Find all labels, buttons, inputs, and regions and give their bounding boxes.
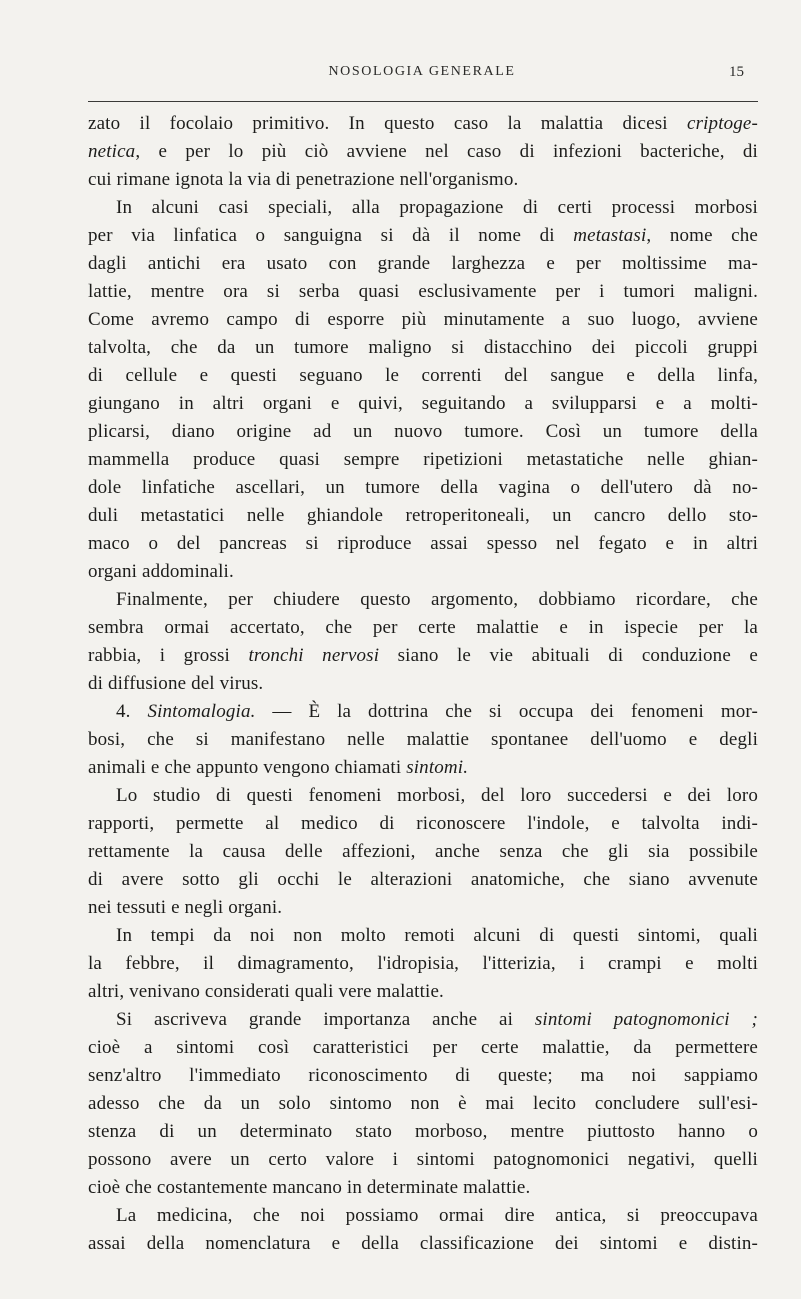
text-run: rettamente la causa delle affezioni, anche senza che gli sia possibile	[88, 841, 758, 862]
body-text	[88, 110, 758, 1258]
text-run: bosi, che si manifestano nelle malattie spontanee dell'uomo e degli	[88, 729, 758, 750]
text-run: possono avere un certo valore i sintomi patognomonici negativi, quelli	[88, 1149, 758, 1170]
text-run: , nome che	[646, 225, 758, 246]
text-run: dagli antichi era usato con grande larghezza e per moltissime ma-	[88, 253, 758, 274]
text-run: cui rimane ignota la via di penetrazione nell'organismo.	[88, 169, 519, 190]
text-run: di cellule e questi seguano le correnti del sangue e della linfa,	[88, 365, 758, 386]
text-line	[88, 1034, 758, 1062]
text-line	[88, 1202, 758, 1230]
text-run: Come avremo campo di esporre più minutamente a suo luogo, avviene	[88, 309, 758, 330]
text-run: talvolta, che da un tumore maligno si distacchino dei piccoli gruppi	[88, 337, 758, 358]
text-run: altri, venivano considerati quali vere malattie.	[88, 981, 444, 1002]
text-line	[88, 390, 758, 418]
text-run: di avere sotto gli occhi le alterazioni anatomiche, che siano avvenute	[88, 869, 758, 890]
text-line	[88, 922, 758, 950]
text-run: siano le vie abituali di conduzione e	[379, 645, 758, 666]
text-run: di diffusione del virus.	[88, 673, 264, 694]
text-line	[88, 1090, 758, 1118]
text-line	[88, 306, 758, 334]
text-run: rabbia, i grossi	[88, 645, 249, 666]
text-line	[88, 110, 758, 138]
text-line	[88, 754, 758, 782]
text-line	[88, 1230, 758, 1258]
text-line	[88, 586, 758, 614]
text-line	[88, 838, 758, 866]
text-run: duli metastatici nelle ghiandole retroperitoneali, un cancro dello sto-	[88, 505, 758, 526]
text-line	[88, 642, 758, 670]
page-header	[88, 64, 756, 94]
text-run: — È la dottrina che si occupa dei fenomeni mor-	[255, 701, 758, 722]
text-run: adesso che da un solo sintomo non è mai lecito concludere sull'esi-	[88, 1093, 758, 1114]
text-line	[88, 1118, 758, 1146]
text-line	[88, 250, 758, 278]
text-run: giungano in altri organi e quivi, seguitando a svilupparsi e a molti-	[88, 393, 758, 414]
text-line	[88, 138, 758, 166]
text-line	[88, 866, 758, 894]
italic-term: sintomi.	[406, 757, 469, 778]
text-run: Si ascriveva grande importanza anche ai	[116, 1009, 535, 1030]
text-line	[88, 1006, 758, 1034]
text-line	[88, 418, 758, 446]
text-line	[88, 726, 758, 754]
text-line	[88, 334, 758, 362]
text-line	[88, 194, 758, 222]
text-line	[88, 670, 758, 698]
text-line	[88, 278, 758, 306]
running-title: NOSOLOGIA GENERALE	[328, 64, 516, 79]
text-line	[88, 1174, 758, 1202]
text-run: senz'altro l'immediato riconoscimento di queste; ma noi sappiamo	[88, 1065, 758, 1086]
text-run: In alcuni casi speciali, alla propagazione di certi processi morbosi	[116, 197, 758, 218]
text-line	[88, 810, 758, 838]
text-run: assai della nomenclatura e della classificazione dei sintomi e distin-	[88, 1233, 758, 1254]
text-run: Finalmente, per chiudere questo argomento, dobbiamo ricordare, che	[116, 589, 758, 610]
italic-term: netica	[88, 141, 136, 162]
text-run: 4.	[116, 701, 148, 722]
text-line	[88, 782, 758, 810]
text-line	[88, 1146, 758, 1174]
text-line	[88, 698, 758, 726]
text-run: zato il focolaio primitivo. In questo caso la malattia dicesi	[88, 113, 687, 134]
text-line	[88, 474, 758, 502]
text-run: dole linfatiche ascellari, un tumore della vagina o dell'utero dà no-	[88, 477, 758, 498]
text-run: Lo studio di questi fenomeni morbosi, del loro succedersi e dei loro	[116, 785, 758, 806]
text-line	[88, 362, 758, 390]
text-line	[88, 978, 758, 1006]
text-run: nei tessuti e negli organi.	[88, 897, 283, 918]
text-line	[88, 894, 758, 922]
italic-term: sintomi patognomonici ;	[534, 1009, 758, 1030]
text-run: organi addominali.	[88, 561, 234, 582]
text-run: mammella produce quasi sempre ripetizioni metastatiche nelle ghian-	[88, 449, 758, 470]
text-run: sembra ormai accertato, che per certe malattie e in ispecie per la	[88, 617, 758, 638]
page-number: 15	[729, 64, 744, 80]
italic-term: criptoge-	[687, 113, 758, 134]
text-run: per via linfatica o sanguigna si dà il nome di	[88, 225, 574, 246]
text-run: lattie, mentre ora si serba quasi esclusivamente per i tumori maligni.	[88, 281, 758, 302]
text-line	[88, 530, 758, 558]
text-run: plicarsi, diano origine ad un nuovo tumore. Così un tumore della	[88, 421, 758, 442]
text-line	[88, 446, 758, 474]
text-line	[88, 558, 758, 586]
text-line	[88, 614, 758, 642]
text-line	[88, 950, 758, 978]
italic-term: metastasi	[573, 225, 647, 246]
text-run: cioè che costantemente mancano in determinate malattie.	[88, 1177, 531, 1198]
text-run: maco o del pancreas si riproduce assai spesso nel fegato e in altri	[88, 533, 758, 554]
italic-term: tronchi nervosi	[248, 645, 380, 666]
text-line	[88, 1062, 758, 1090]
text-run: la febbre, il dimagramento, l'idropisia, l'itterizia, i crampi e molti	[88, 953, 758, 974]
text-line	[88, 222, 758, 250]
italic-term: Sintomalogia.	[147, 701, 256, 722]
header-rule	[88, 101, 758, 102]
text-run: rapporti, permette al medico di riconoscere l'indole, e talvolta indi-	[88, 813, 758, 834]
text-line	[88, 502, 758, 530]
text-run: stenza di un determinato stato morboso, mentre piuttosto hanno o	[88, 1121, 758, 1142]
text-run: La medicina, che noi possiamo ormai dire antica, si preoccupava	[116, 1205, 758, 1226]
text-run: cioè a sintomi così caratteristici per certe malattie, da permettere	[88, 1037, 758, 1058]
text-line	[88, 166, 758, 194]
text-run: In tempi da noi non molto remoti alcuni di questi sintomi, quali	[116, 925, 758, 946]
text-run: animali e che appunto vengono chiamati	[88, 757, 407, 778]
text-run: , e per lo più ciò avviene nel caso di infezioni bacteriche, di	[135, 141, 758, 162]
